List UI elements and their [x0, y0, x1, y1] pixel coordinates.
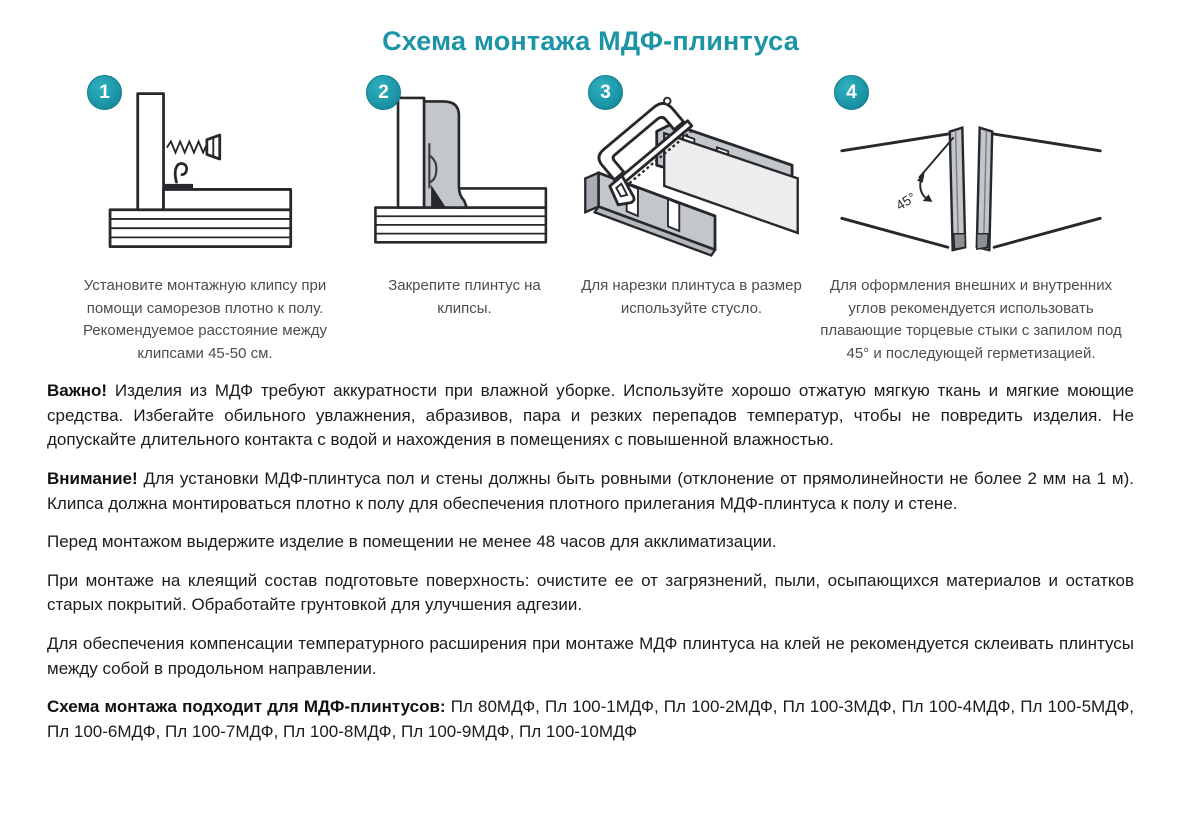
- step-2-caption: Закрепите плинтус на клипсы.: [388, 277, 541, 317]
- right-plinth-end-icon: [977, 127, 1100, 249]
- paragraph-glue-surface: [47, 569, 1134, 618]
- paragraph-compatible-models-lead: Схема монтажа подходит для МДФ-плинтусов:: [47, 697, 446, 717]
- step-2-number-badge: 2: [366, 75, 401, 110]
- paragraph-attention: [47, 467, 1134, 516]
- step-4-caption: Для оформления внешних и внутренних углов рекомендуется использовать плавающие торцевые стыки с запилом под 45° и последующей герметизацией.: [820, 277, 1122, 362]
- clip-screw-mounting-icon: [99, 87, 311, 255]
- step-3: [574, 73, 809, 320]
- svg-text:45°: 45°: [893, 189, 919, 213]
- instructions-section: [0, 379, 1181, 745]
- step-1-number-badge: 1: [87, 75, 122, 110]
- step-4-number-badge: 4: [834, 75, 869, 110]
- paragraph-glue-surface-text: При монтаже на клеящий состав подготовьте поверхность: очистите ее от загрязнений, пыли, осыпающихся материалов и остатков старых покрытий. Обработайте грунтовкой для улучшения адгезии.: [47, 570, 1134, 615]
- paragraph-important-text: Изделия из МДФ требуют аккуратности при влажной уборке. Используйте хорошо отжатую мягкую ткань и мягкие моющие средства. Избегайте обильного увлажнения, абразивов, пара и резких перепадов температур, чтобы не повредить изделия. Не допускайте длительного контакта с водой и нахождения в помещениях с повышенной влажностью.: [47, 381, 1134, 450]
- mounting-clip-icon: [164, 164, 193, 189]
- paragraph-important: [47, 379, 1134, 453]
- step-2: [362, 73, 567, 320]
- paragraph-acclimatization-text: Перед монтажом выдержите изделие в помещении не менее 48 часов для акклиматизации.: [47, 532, 777, 552]
- step-4: [816, 73, 1126, 365]
- paragraph-compatible-models-text: Пл 80МДФ, Пл 100-1МДФ, Пл 100-2МДФ, Пл 100-3МДФ, Пл 100-4МДФ, Пл 100-5МДФ, Пл 100-6МДФ, Пл 100-7МДФ, Пл 100-8МДФ, Пл 100-9МДФ, Пл 100-10МДФ: [47, 697, 1134, 742]
- plinth-on-clip-icon: [365, 87, 565, 255]
- step-1: [55, 73, 355, 365]
- paragraph-expansion-text: Для обеспечения компенсации температурного расширения при монтаже МДФ плинтуса на клей не рекомендуется склеивать плинтусы между собой в продольном направлении.: [47, 634, 1134, 678]
- corner-joint-45deg-icon: [836, 114, 1106, 259]
- steps-row: [0, 73, 1181, 365]
- screw-icon: [167, 135, 220, 159]
- page-title: Схема монтажа МДФ-плинтуса: [382, 26, 799, 56]
- paragraph-expansion: [47, 632, 1134, 681]
- step-3-caption: Для нарезки плинтуса в размер используйте стусло.: [581, 277, 802, 317]
- step-1-caption: Установите монтажную клипсу при помощи саморезов плотно к полу. Рекомендуемое расстояние между клипсами 45-50 см.: [82, 277, 328, 362]
- paragraph-acclimatization: [47, 530, 1134, 555]
- paragraph-attention-text: Для установки МДФ-плинтуса пол и стены должны быть ровными (отклонение от прямолинейности не более 2 мм на 1 м). Клипса должна монтироваться плотно к полу для обеспечения плотного прилегания МДФ-плинтуса к полу и стене.: [47, 468, 1134, 513]
- plinth-profile-icon: [424, 101, 467, 207]
- paragraph-important-lead: Важно!: [47, 381, 108, 400]
- paragraph-attention-lead: Внимание!: [47, 468, 138, 488]
- paragraph-compatible-models: [47, 695, 1134, 744]
- angle-45-annotation: [893, 137, 953, 213]
- step-3-number-badge: 3: [588, 75, 623, 110]
